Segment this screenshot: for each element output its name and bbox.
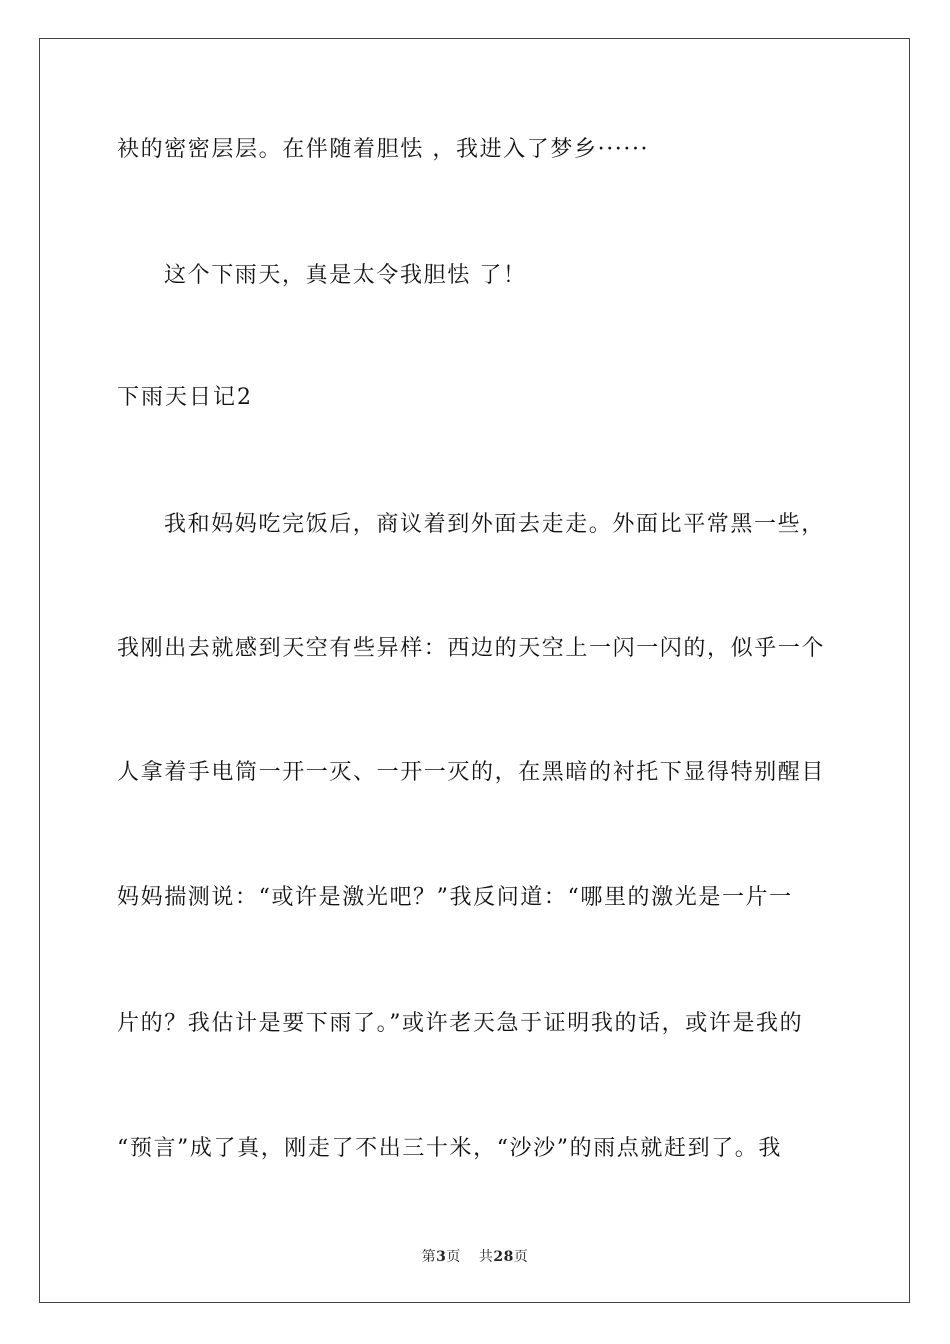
text-line-4: 我刚出去就感到天空有些异样：西边的天空上一闪一闪的，似乎一个 [117,636,826,661]
page-footer [0,1248,950,1266]
section-heading: 下雨天日记2 [117,385,253,410]
page-prefix: 第 [421,1249,437,1265]
total-suffix: 页 [513,1249,529,1265]
text-line-8: “预言”成了真，刚走了不出三十米，“沙沙”的雨点就赶到了。我 [117,1136,782,1161]
text-line-1: 袂的密密层层。在伴随着胆怯 ，我进入了梦乡······ [117,137,650,162]
text-line-3: 我和妈妈吃完饭后，商议着到外面去走走。外面比平常黑一些， [164,512,825,537]
total-pages: 28 [493,1249,514,1265]
page-border [39,38,910,1303]
page-suffix: 页 [446,1249,461,1265]
text-line-7: 片的？我估计是要下雨了。”或许老天急于证明我的话，或许是我的 [117,1011,804,1036]
text-line-6: 妈妈揣测说：“或许是激光吧？”我反问道：“哪里的激光是一片一 [117,885,793,910]
text-line-5: 人拿着手电筒一开一灭、一开一灭的，在黑暗的衬托下显得特别醒目 [117,760,826,785]
text-line-2: 这个下雨天，真是太令我胆怯 了！ [164,263,527,288]
page-number: 3 [436,1249,447,1265]
total-prefix: 共 [478,1249,494,1265]
